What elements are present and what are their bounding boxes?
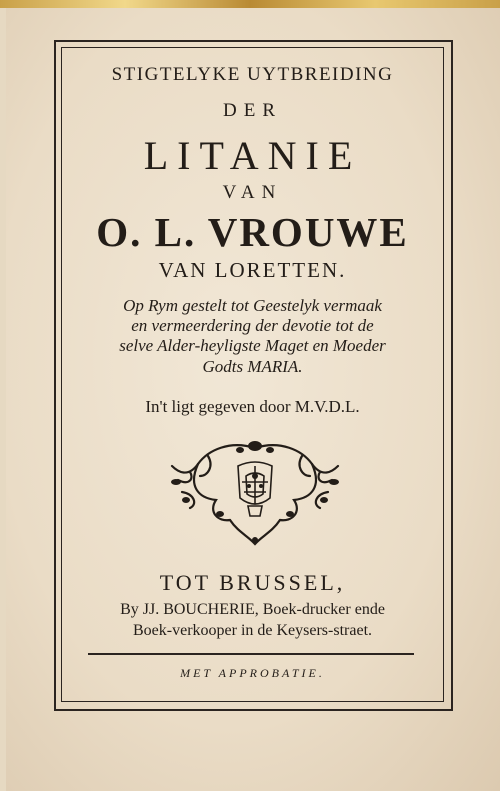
title-line-5: O. L. VROUWE	[96, 209, 409, 255]
imprint-line-1: By JJ. BOUCHERIE, Boek-drucker ende	[120, 601, 385, 618]
subtitle-line-4: Godts MARIA.	[202, 357, 303, 376]
subtitle-line-2: en vermeerdering der devotie tot de	[131, 316, 374, 335]
subtitle-line-1: Op Rym gestelt tot Geestelyk vermaak	[123, 296, 382, 315]
ornament-vignette-icon	[168, 436, 342, 546]
title-line-2: DER	[223, 100, 282, 121]
imprint-line-2: Boek-verkooper in de Keysers-straet.	[132, 622, 373, 639]
approbation-line: MET APPROBATIE.	[180, 666, 325, 680]
title-line-4: VAN	[222, 182, 283, 203]
horizontal-rule	[88, 653, 414, 655]
author-line: In't ligt gegeven door M.V.D.L.	[145, 397, 360, 416]
subtitle-line-3: selve Alder-heyligste Maget en Moeder	[119, 336, 386, 355]
gilt-page-edge	[0, 0, 500, 8]
imprint-place: TOT BRUSSEL,	[159, 570, 346, 595]
title-line-1: STIGTELYKE UYTBREIDING	[111, 64, 394, 85]
title-line-3: LITANIE	[143, 133, 362, 178]
title-line-6: VAN LORETTEN.	[158, 258, 347, 282]
